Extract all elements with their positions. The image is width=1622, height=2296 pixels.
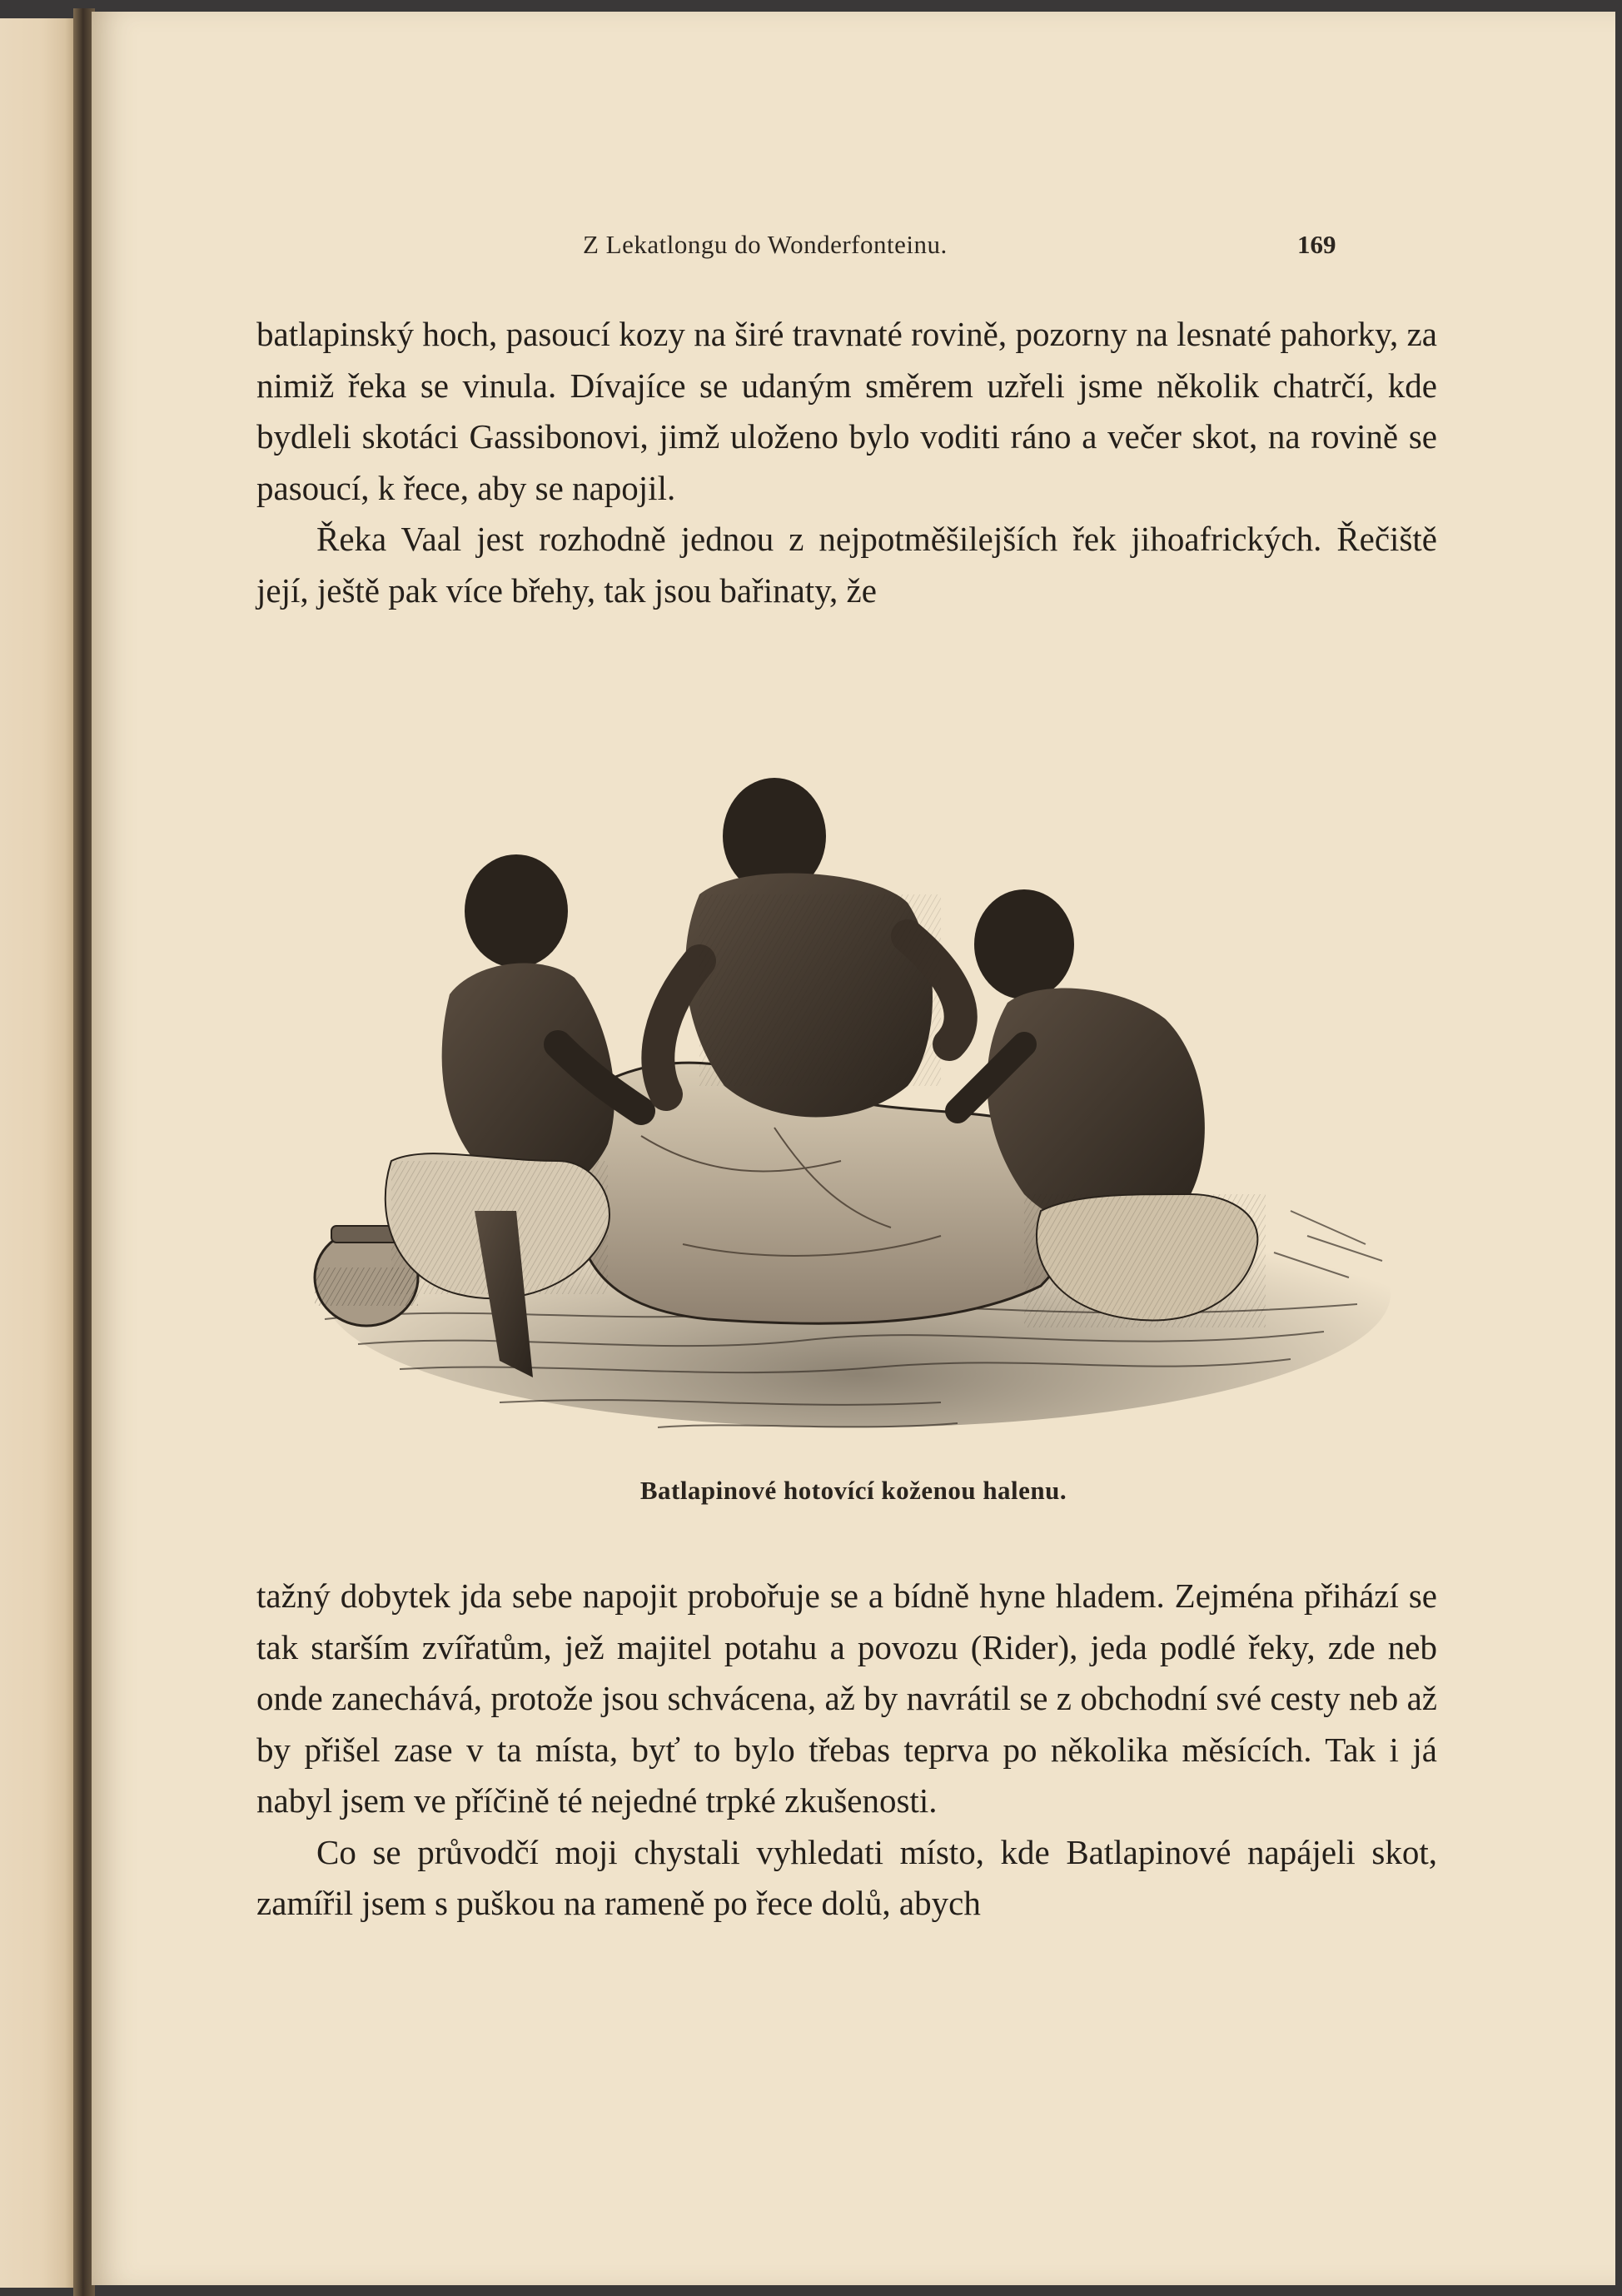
page	[92, 12, 1615, 2285]
engraving-illustration	[308, 745, 1407, 1461]
running-title: Z Lekatlongu do Wonderfonteinu.	[583, 230, 948, 259]
paragraph: Co se průvodčí moji chystali vyhledati místo, kde Batlapinové napájeli skot, zamířil jsem s puškou na rameně po řece dolů, abych	[256, 1832, 1437, 1922]
text-block-bottom	[256, 1571, 1437, 1930]
paragraph: Řeka Vaal jest rozhodně jednou z nejpotměšilejších řek jihoafrických. Řečiště její, ještě pak více břehy, tak jsou bařinaty, že	[256, 520, 1437, 610]
engraving-image	[308, 745, 1407, 1461]
figure-caption: Batlapinové hotovící koženou halenu.	[639, 1476, 1067, 1505]
facing-page-edge	[0, 18, 77, 2288]
running-header	[92, 230, 1615, 266]
page-number: 169	[1297, 230, 1336, 259]
paragraph: tažný dobytek jda sebe napojit probořuje se a bídně hyne hladem. Zejména přihází se tak starším zvířatům, jež majitel potahu a povozu (Rider), jeda podlé řeky, zde neb onde zanechává, protože jsou schvácena, až by navrátil se z obchodní své cesty neb až by přišel zase v ta místa, byť to bylo třebas teprva po několika měsících. Tak i já nabyl jsem ve příčině té nejedné trpké zkušenosti.	[256, 1576, 1437, 1820]
text-block-top	[256, 309, 1437, 616]
paragraph: batlapinský hoch, pasoucí kozy na širé travnaté rovině, pozorny na lesnaté pahorky, za nimiž řeka se vinula. Dívajíce se udaným směrem uzřeli jsme několik chatrčí, kde bydleli skotáci Gassibonovi, jimž uloženo bylo voditi ráno a večer skot, na rovině se pasoucí, k řece, aby se napojil.	[256, 315, 1437, 507]
figure-center	[658, 778, 960, 1118]
